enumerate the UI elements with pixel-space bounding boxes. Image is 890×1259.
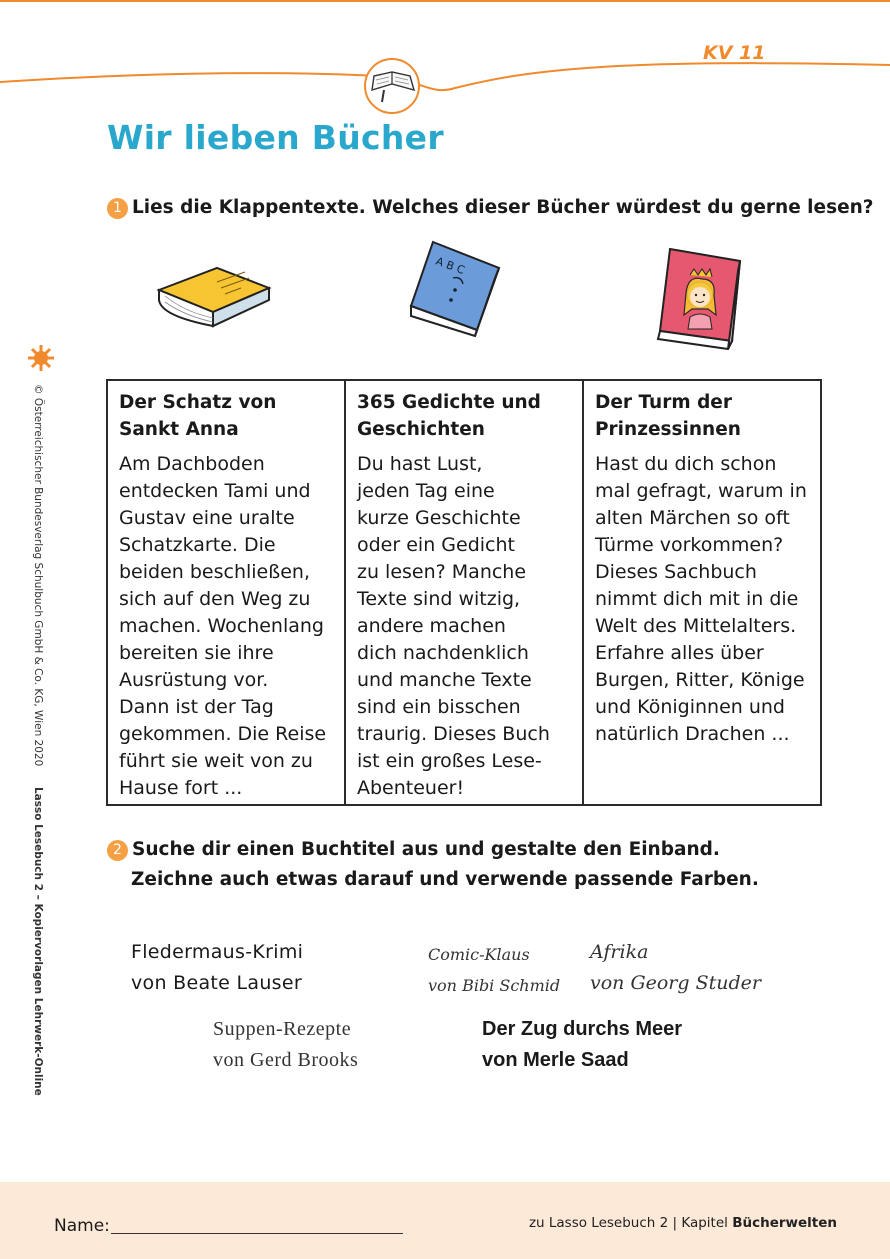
side-text [26,384,48,1096]
footer-reference: zu Lasso Lesebuch 2 | Kapitel Bücherwelten [528,1215,837,1231]
blurb-title-2: 365 Gedichte und Geschichten [357,392,541,440]
book-blue-icon [405,238,505,338]
publisher-logo-icon [28,345,54,371]
open-book-icon [365,59,419,113]
blurb-cell-1 [107,380,345,805]
task-1-number: 1 [107,198,128,219]
task-2-number: 2 [107,840,128,861]
book-red-icon [650,245,750,355]
name-line[interactable] [111,1233,403,1234]
blurb-title-1: Der Schatz von Sankt Anna [119,392,277,440]
blurb-cell-3 [583,380,821,805]
product-text: Lasso Lesebuch 2 – Kopiervorlagen Lehrwerk-Online [32,786,44,1096]
option-comic: Comic-Klaus von Bibi Schmid [428,945,561,995]
option-suppen: Suppen-Rezepte von Gerd Brooks [213,1018,359,1071]
task-2 [107,835,759,895]
book-blue-cover-text: A B C [433,254,467,277]
option-afrika: Afrika von Georg Studer [590,941,761,994]
name-label: Name: [54,1216,110,1236]
blurbs-table [106,379,822,806]
option-fledermaus: Fledermaus-Krimi von Beate Lauser [131,941,304,994]
task-1 [107,193,874,223]
task-2-line-1: Suche dir einen Buchtitel aus und gestalte den Einband. [132,839,720,860]
blurb-text-2: Du hast Lust, jeden Tag eine kurze Geschichte oder ein Gedicht zu lesen? Manche Texte sind witzig, andere machen dich nachdenklich und manche Texte sind ein bisschen traurig. Dieses Buch ist ein großes Lese- Abenteuer! [357,453,550,799]
blurb-text-3: Hast du dich schon mal gefragt, warum in alten Märchen so oft Türme vorkommen? Dieses Sachbuch nimmt dich mit in die Welt des Mittelalters. Erfahre alles über Burgen, Ritter, Könige und Königinnen und natürlich Drachen ... [595,453,807,745]
copyright-text: © Österreichischer Bundesverlag Schulbuch GmbH & Co. KG, Wien 2020 [32,384,44,767]
blurb-text-1: Am Dachboden entdecken Tami und Gustav eine uralte Schatzkarte. Die beiden beschließen, sich auf den Weg zu machen. Wochenlang bereiten sie ihre Ausrüstung vor. Dann ist der Tag gekommen. Die Reise führt sie weit von zu Hause fort ... [119,453,327,799]
kv-number: KV 11 [703,42,766,64]
book-yellow-icon [155,262,275,334]
task-2-line-2: Zeichne auch etwas darauf und verwende passende Farben. [131,869,759,890]
page-title: Wir lieben Bücher [107,118,444,157]
blurb-title-3: Der Turm der Prinzessinnen [595,392,741,440]
header-curve [0,63,890,90]
task-1-text: Lies die Klappentexte. Welches dieser Bücher würdest du gerne lesen? [132,197,874,218]
option-zug: Der Zug durchs Meer von Merle Saad [482,1018,683,1071]
blurb-cell-2 [345,380,583,805]
